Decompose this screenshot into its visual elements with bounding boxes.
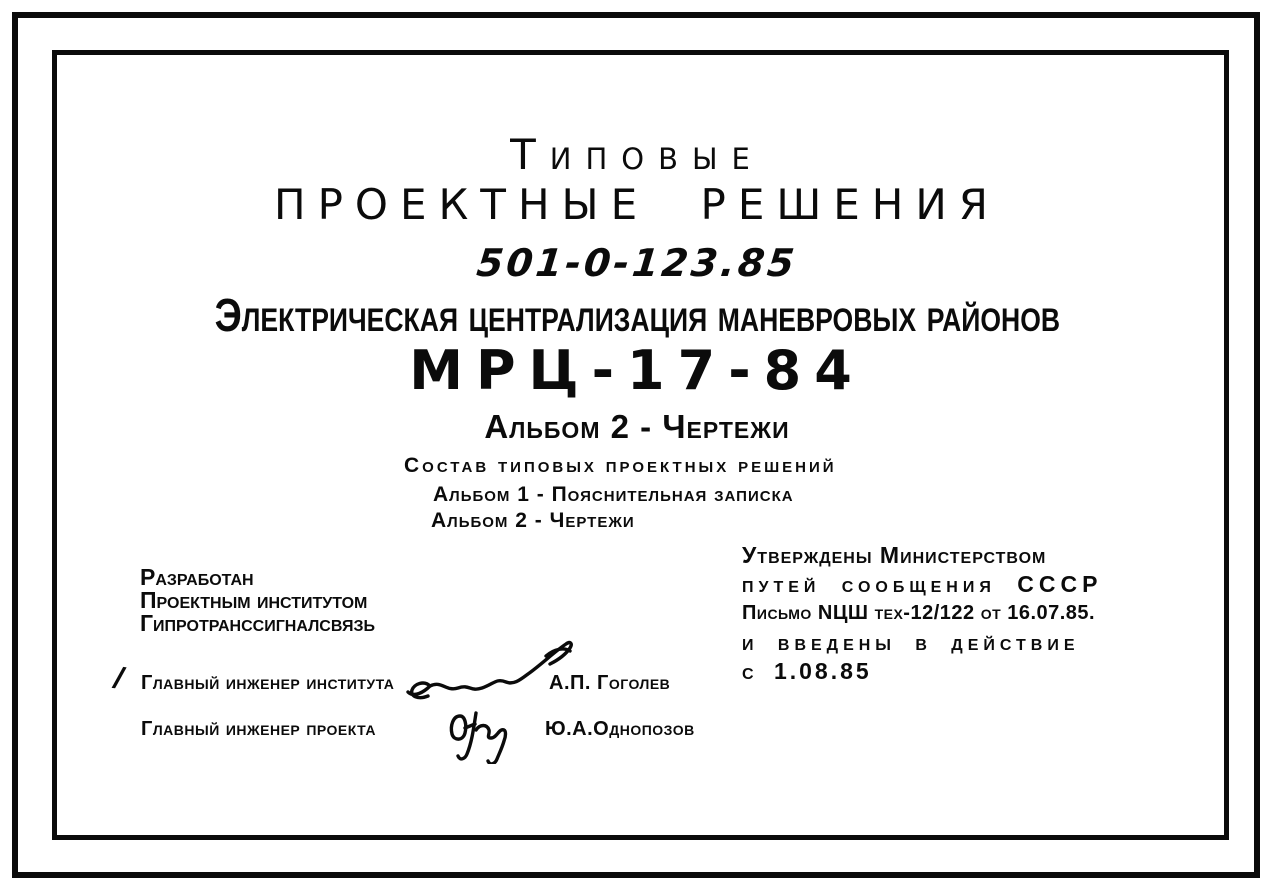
doc-title-line1 [60,130,1214,179]
subject-code-text: МРЦ-17-84 [409,339,865,402]
approval-line-5: с 1.08.85 [742,658,872,684]
approval-line-1: Утверждены Министерством [742,542,1047,568]
handwritten-slash-mark: / [111,661,125,696]
name-odnopozov: Ю.А.Однопозов [545,718,695,740]
album-title-text: Альбом 2 - Чертежи [484,408,790,445]
approval-line-2: путей сообщения СССР [742,571,1103,597]
approval-block [742,541,1102,686]
developer-line-2: Проектным институтом [140,587,368,613]
approval-line-4: и введены в действие [742,629,1080,655]
subject-title-text: Электрическая централизация маневровых районов [214,289,1060,341]
album-title [60,410,1214,443]
approval-line-3: Письмо NЦШ тех-12/122 от 16.07.85. [742,602,1096,624]
contents-item-1: Альбом 1 - Пояснительная записка [433,483,794,506]
contents-heading: Состав типовых проектных решений [404,454,837,477]
developer-block [140,566,375,635]
doc-number-text: 501-0-123.85 [474,241,800,285]
subject-code [60,339,1214,402]
name-gogolev: А.П. Гоголев [549,672,671,694]
contents-item-2: Альбом 2 - Чертежи [431,509,635,532]
doc-title-line1-text: Типовые [510,130,764,179]
developer-line-1: Разработан [140,564,254,590]
subject-title [60,289,1214,341]
role-chief-engineer-project: Главный инженер проекта [141,718,376,740]
role-chief-engineer-institute: Главный инженер института [141,672,395,694]
doc-title-line2 [60,180,1214,229]
doc-title-line2-text: ПРОЕКТНЫЕ РЕШЕНИЯ [273,180,1000,229]
developer-line-3: Гипротранссигналсвязь [140,610,376,636]
odnopozov-signature [444,700,524,764]
doc-number-handwritten [60,241,1214,285]
